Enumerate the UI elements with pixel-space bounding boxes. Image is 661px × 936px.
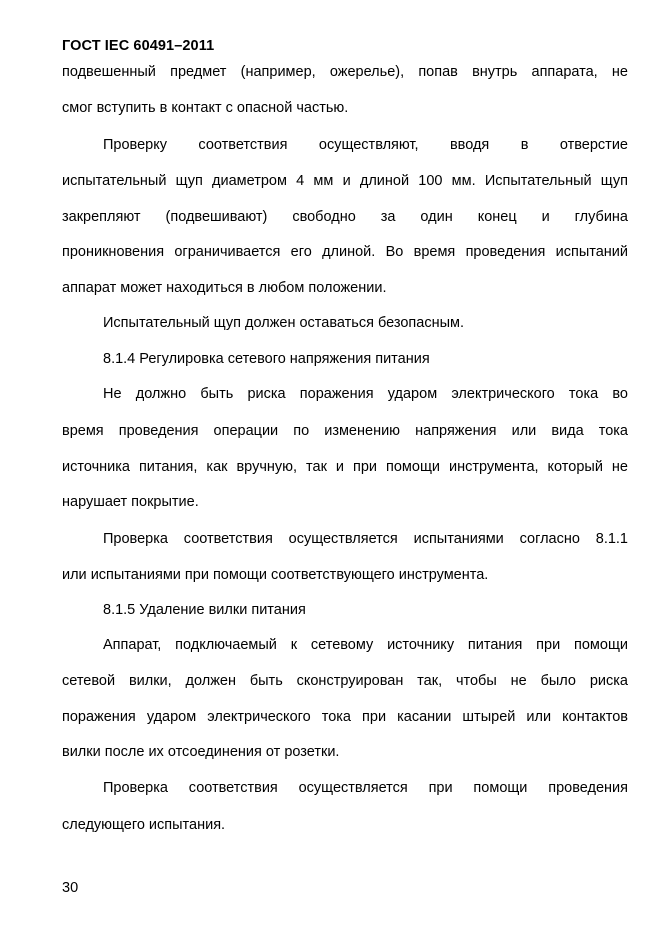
page-number: 30 xyxy=(62,880,79,896)
text-line: смог вступить в контакт с опасной частью. xyxy=(62,100,349,116)
text-line: следующего испытания. xyxy=(62,817,226,833)
text-line: или испытаниями при помощи соответствующего инструмента. xyxy=(62,567,489,583)
text-line: сетевой вилки, должен быть сконструирован так, чтобы не было риска xyxy=(62,673,628,689)
text-line: поражения ударом электрического тока при касании штырей или контактов xyxy=(62,709,628,725)
section-heading: 8.1.4 Регулировка сетевого напряжения питания xyxy=(103,351,430,367)
text-line: проникновения ограничивается его длиной. Во время проведения испытаний xyxy=(62,244,628,260)
text-line: подвешенный предмет (например, ожерелье), попав внутрь аппарата, не xyxy=(62,64,628,80)
text-line: Аппарат, подключаемый к сетевому источнику питания при помощи xyxy=(103,637,628,653)
text-line: испытательный щуп диаметром 4 мм и длиной 100 мм. Испытательный щуп xyxy=(62,173,628,189)
text-line: закрепляют (подвешивают) свободно за один конец и глубина xyxy=(62,209,628,225)
text-line: Проверка соответствия осуществляется испытаниями согласно 8.1.1 xyxy=(103,531,628,547)
text-line: вилки после их отсоединения от розетки. xyxy=(62,744,340,760)
document-header: ГОСТ IEC 60491–2011 xyxy=(62,38,215,54)
section-heading: 8.1.5 Удаление вилки питания xyxy=(103,602,306,618)
text-line: Проверка соответствия осуществляется при помощи проведения xyxy=(103,780,628,796)
text-line: Не должно быть риска поражения ударом электрического тока во xyxy=(103,386,628,402)
text-line: Испытательный щуп должен оставаться безопасным. xyxy=(103,315,464,331)
text-line: нарушает покрытие. xyxy=(62,494,199,510)
text-line: источника питания, как вручную, так и при помощи инструмента, который не xyxy=(62,459,628,475)
text-line: аппарат может находиться в любом положении. xyxy=(62,280,387,296)
text-line: Проверку соответствия осуществляют, вводя в отверстие xyxy=(103,137,628,153)
text-line: время проведения операции по изменению напряжения или вида тока xyxy=(62,423,628,439)
